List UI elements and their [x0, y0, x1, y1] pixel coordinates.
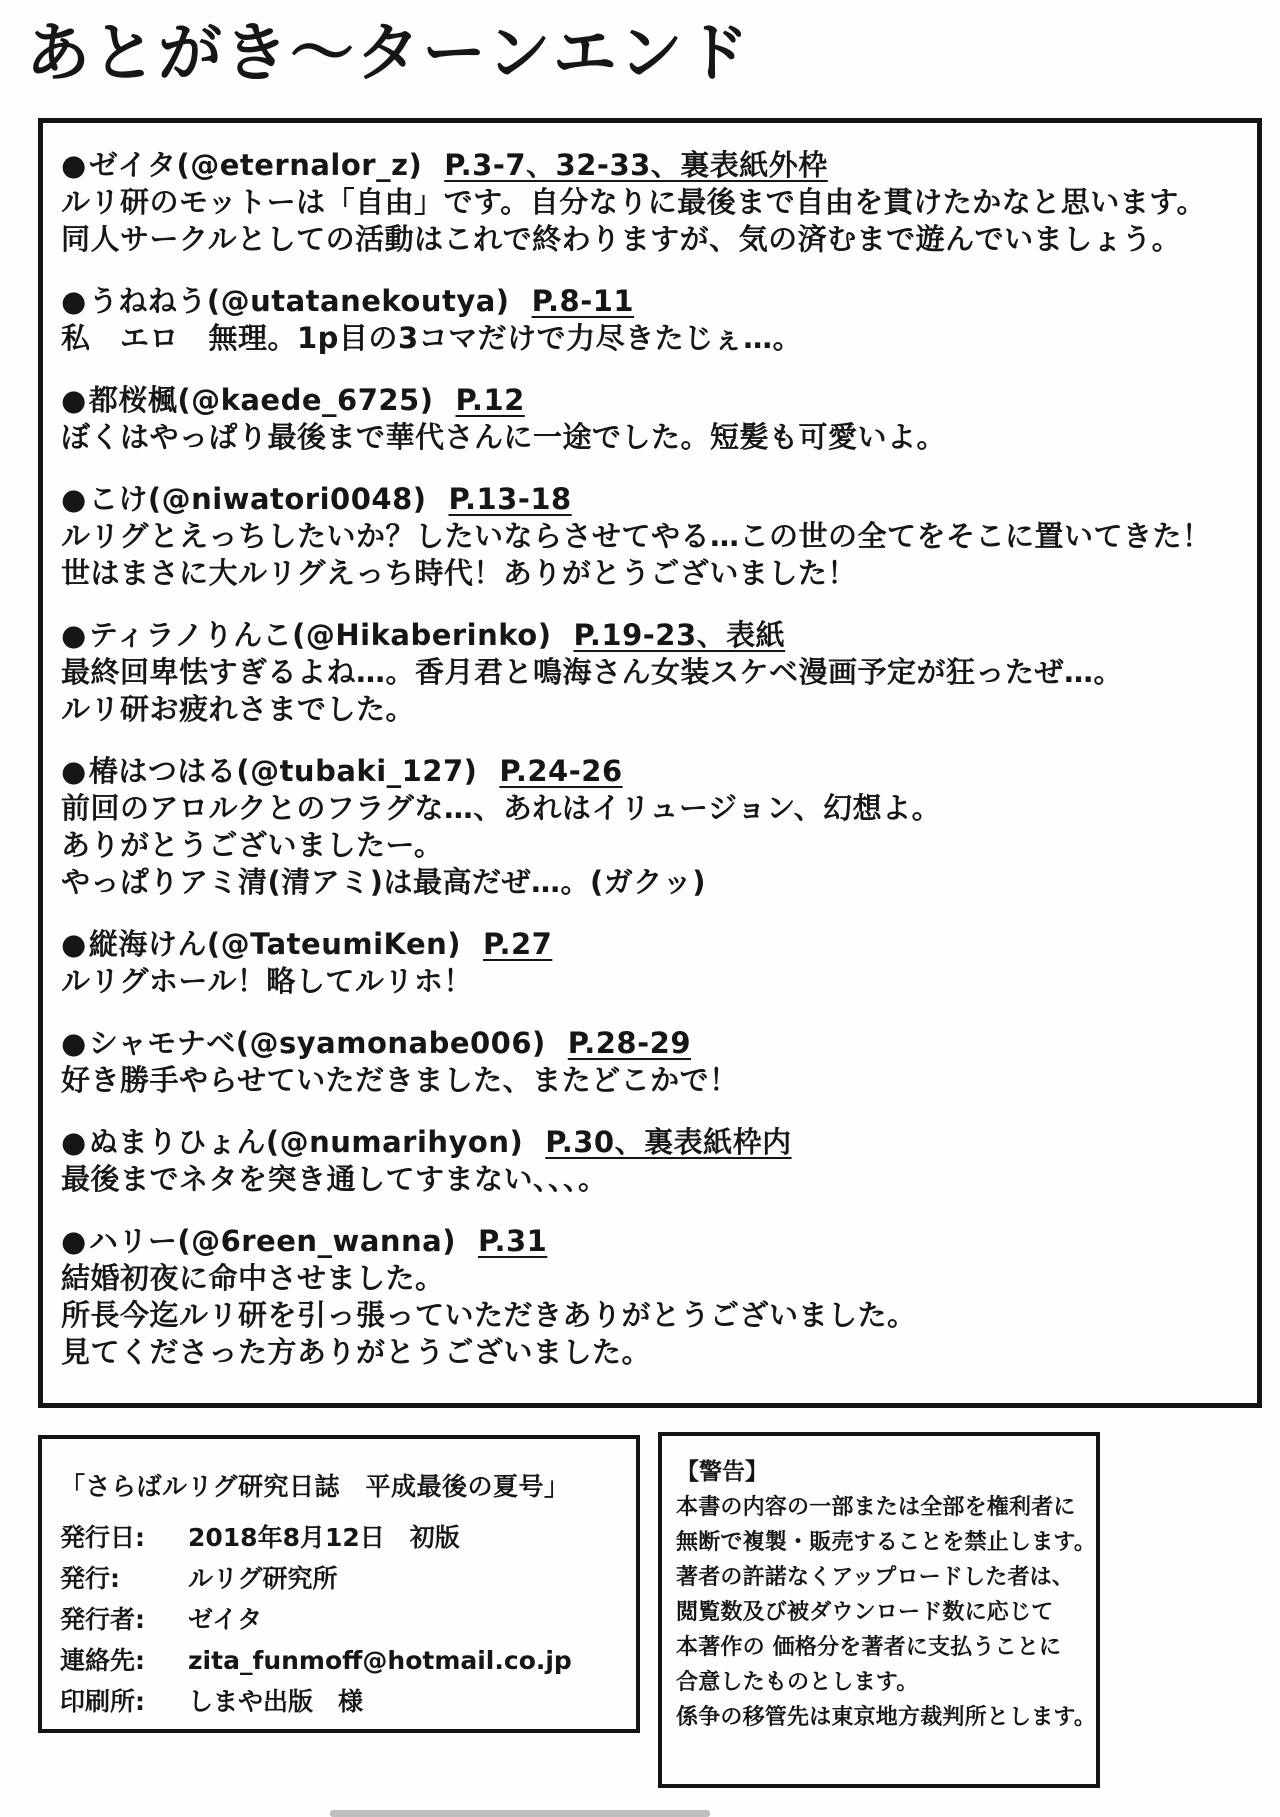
credit-header: [61, 753, 1241, 790]
colophon-label: 印刷所:: [60, 1687, 145, 1716]
page-title: あとがき～ターンエンド: [26, 17, 751, 91]
credits-list: [61, 147, 1241, 1371]
colophon-value: しまや出版 様: [188, 1687, 364, 1716]
credit-pages: P.19-23、表紙: [573, 618, 786, 652]
credit-header: [61, 382, 1241, 419]
credit-comment: [61, 1062, 1241, 1099]
credit-author: 縦海けん(@TateumiKen): [88, 927, 462, 961]
bullet-icon: ●: [61, 1125, 87, 1159]
credit-header: [61, 926, 1241, 963]
credit-pages: P.27: [483, 927, 553, 961]
credit-entry: [61, 1124, 1241, 1198]
colophon-label: 発行者:: [60, 1605, 145, 1634]
credit-pages: P.31: [478, 1224, 548, 1258]
scan-artifact: [330, 1810, 710, 1817]
credit-author: 椿はつはる(@tubaki_127): [88, 754, 478, 788]
credit-author: ティラノりんこ(@Hikaberinko): [88, 618, 552, 652]
credit-entry: [61, 753, 1241, 901]
credit-comment: [61, 320, 1241, 357]
colophon-label: 連絡先:: [60, 1646, 145, 1675]
credit-comment: [61, 790, 1241, 901]
bullet-icon: ●: [61, 754, 87, 788]
colophon-row: [60, 1517, 622, 1558]
credit-comment-line: 同人サークルとしての活動はこれで終わりますが、気の済むまで遊んでいましょう。: [61, 222, 1182, 256]
credit-comment-line: 私 エロ 無理。1p目の3コマだけで力尽きたじぇ…。: [61, 321, 803, 355]
colophon-row: [60, 1599, 622, 1640]
credit-pages: P.8-11: [531, 284, 635, 318]
credit-comment-line: 世はまさに大ルリグえっち時代！ありがとうございました！: [61, 556, 857, 590]
bullet-icon: ●: [61, 618, 87, 652]
credit-author: こけ(@niwatori0048): [88, 482, 427, 516]
credit-author: ハリー(@6reen_wanna): [88, 1224, 457, 1258]
credit-comment: [61, 419, 1241, 456]
warning-line: 合意したものとします。: [676, 1670, 919, 1695]
warning-line: 本著作の 価格分を著者に支払うことに: [676, 1635, 1062, 1660]
credit-entry: [61, 1223, 1241, 1371]
bullet-icon: ●: [61, 927, 87, 961]
credit-pages: P.28-29: [567, 1026, 691, 1060]
colophon-value: ルリグ研究所: [188, 1564, 338, 1593]
bullet-icon: ●: [61, 1224, 87, 1258]
colophon-label: 発行:: [60, 1564, 120, 1593]
credit-header: [61, 283, 1241, 320]
afterword-credits-box: [38, 118, 1262, 1408]
credit-comment: [61, 184, 1241, 258]
credit-comment: [61, 963, 1241, 1000]
credit-comment: [61, 518, 1241, 592]
credit-header: [61, 481, 1241, 518]
warning-lines: [676, 1490, 1097, 1735]
credit-author: うねねう(@utatanekoutya): [88, 284, 510, 318]
warning-line: 著者の許諾なくアップロードした者は、: [676, 1565, 1075, 1590]
credit-author: 都桜楓(@kaede_6725): [88, 383, 434, 417]
credit-header: [61, 147, 1241, 184]
colophon-row: [60, 1640, 622, 1681]
credit-comment-line: ありがとうございましたー。: [61, 828, 444, 862]
bullet-icon: ●: [61, 1026, 87, 1060]
credit-comment-line: やっぱりアミ清(清アミ)は最高だぜ…。(ガクッ): [61, 865, 707, 899]
credit-pages: P.3-7、32-33、裏表紙外枠: [444, 148, 828, 182]
credit-pages: P.13-18: [448, 482, 572, 516]
credit-comment-line: ルリグホール！略してルリホ！: [61, 964, 473, 998]
credit-entry: [61, 1025, 1241, 1099]
credit-comment-line: 好き勝手やらせていただきました、またどこかで！: [61, 1063, 739, 1097]
credit-header: [61, 1124, 1241, 1161]
credit-header: [61, 617, 1241, 654]
credit-comment: [61, 1260, 1241, 1371]
credit-header: [61, 1025, 1241, 1062]
colophon-value: 2018年8月12日 初版: [188, 1523, 460, 1552]
credit-comment: [61, 654, 1241, 728]
colophon-label: 発行日:: [60, 1523, 145, 1552]
credit-comment-line: ルリ研のモットーは「自由」です。自分なりに最後まで自由を貫けたかなと思います。: [61, 185, 1206, 219]
colophon-box: [38, 1435, 640, 1733]
credit-comment-line: ぼくはやっぱり最後まで華代さんに一途でした。短髪も可愛いよ。: [61, 420, 947, 454]
credit-entry: [61, 481, 1241, 592]
credit-comment-line: ルリ研お疲れさまでした。: [61, 692, 416, 726]
credit-comment-line: 最後までネタを突き通してすまない、、、。: [61, 1162, 608, 1196]
credit-comment-line: 最終回卑怯すぎるよね…。香月君と鳴海さん女装スケベ漫画予定が狂ったぜ…。: [61, 655, 1124, 689]
colophon-value: ゼイタ: [188, 1605, 263, 1634]
credit-entry: [61, 617, 1241, 728]
book-title: 「さらばルリグ研究日誌 平成最後の夏号」: [60, 1472, 570, 1501]
credit-comment-line: 前回のアロルクとのフラグな…、あれはイリュージョン、幻想よ。: [61, 791, 942, 825]
credit-pages: P.24-26: [499, 754, 623, 788]
credit-header: [61, 1223, 1241, 1260]
bullet-icon: ●: [61, 383, 87, 417]
credit-author: ぬまりひょん(@numarihyon): [88, 1125, 524, 1159]
credit-comment-line: 見てくださった方ありがとうございました。: [61, 1335, 652, 1369]
bullet-icon: ●: [61, 482, 87, 516]
credit-comment-line: 所長今迄ルリ研を引っ張っていただきありがとうございました。: [61, 1298, 917, 1332]
warning-line: 係争の移管先は東京地方裁判所とします。: [676, 1705, 1097, 1730]
colophon-row: [60, 1681, 622, 1722]
warning-line: 本書の内容の一部または全部を権利者に: [676, 1495, 1076, 1520]
bullet-icon: ●: [61, 284, 87, 318]
credit-comment-line: 結婚初夜に命中させました。: [61, 1261, 445, 1295]
credit-pages: P.30、裏表紙枠内: [545, 1125, 792, 1159]
credit-author: ゼイタ(@eternalor_z): [88, 148, 423, 182]
colophon-row: [60, 1558, 622, 1599]
colophon-rows: [60, 1517, 622, 1722]
credit-entry: [61, 926, 1241, 1000]
credit-comment-line: ルリグとえっちしたいか？したいならさせてやる…この世の全てをそこに置いてきた！: [61, 519, 1212, 553]
credit-entry: [61, 382, 1241, 456]
colophon-value: zita_funmoff@hotmail.co.jp: [188, 1646, 572, 1675]
credit-pages: P.12: [455, 383, 525, 417]
credit-entry: [61, 283, 1241, 357]
warning-heading: 【警告】: [676, 1459, 768, 1485]
bullet-icon: ●: [61, 148, 87, 182]
warning-line: 閲覧数及び被ダウンロード数に応じて: [676, 1600, 1054, 1625]
credit-author: シャモナベ(@syamonabe006): [88, 1026, 546, 1060]
warning-line: 無断で複製・販売することを禁止します。: [676, 1530, 1097, 1555]
credit-entry: [61, 147, 1241, 258]
warning-box: [658, 1432, 1100, 1788]
credit-comment: [61, 1161, 1241, 1198]
